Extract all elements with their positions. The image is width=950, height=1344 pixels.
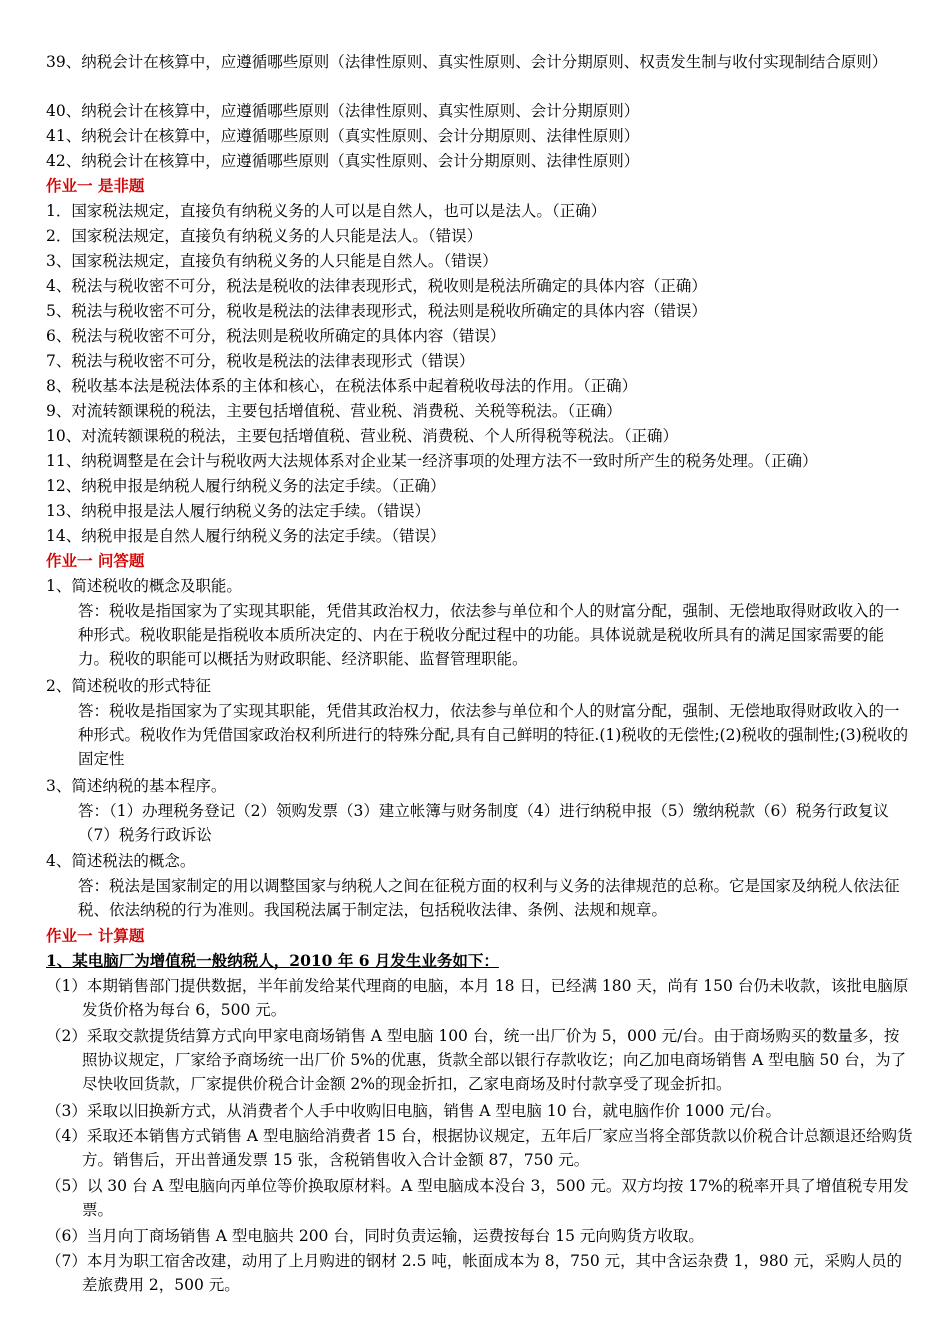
tf-item: 8、税收基本法是税法体系的主体和核心，在税法体系中起着税收母法的作用。（正确） — [46, 377, 638, 395]
tf-item: 1．国家税法规定，直接负有纳税义务的人可以是自然人，也可以是法人。（正确） — [46, 202, 607, 220]
tf-item: 11、纳税调整是在会计与税收两大法规体系对企业某一经济事项的处理方法不一致时所产生的税务处理。（正确） — [46, 452, 818, 470]
section-heading-qa: 作业一 问答题 — [46, 551, 145, 570]
tf-item: 10、对流转额课税的税法，主要包括增值税、营业税、消费税、个人所得税等税法。（正确） — [46, 427, 678, 445]
calculation-title: 1、某电脑厂为增值税一般纳税人，2010 年 6 月发生业务如下： — [46, 951, 499, 970]
tf-item: 5、税法与税收密不可分，税收是税法的法律表现形式，税法则是税收所确定的具体内容（错误） — [46, 302, 707, 320]
qa-question: 1、简述税收的概念及职能。 — [46, 577, 242, 595]
calc-item: （2）采取交款提货结算方式向甲家电商场销售 A 型电脑 100 台，统一出厂价为 5，000 元/台。由于商场购买的数量多，按照协议规定，厂家给予商场统一出厂价 5%的优惠，货款全部以银行存款收讫；向乙加电商场销售 A 型电脑 50 台，为了尽快收回货款，厂家提供价税合计金额 2%的现金折扣，乙家电商场及时付款享受了现金折扣。 — [46, 1027, 907, 1093]
question-42: 42、纳税会计在核算中，应遵循哪些原则（真实性原则、会计分期原则、法律性原则） — [46, 152, 640, 170]
qa-answer: 答：税收是指国家为了实现其职能，凭借其政治权力，依法参与单位和个人的财富分配，强制、无偿地取得财政收入的一种形式。税收作为凭借国家政治权利所进行的特殊分配,具有自己鲜明的特征.(1)税收的无偿性;(2)税收的强制性;(3)税收的固定性 — [78, 702, 909, 768]
question-41: 41、纳税会计在核算中，应遵循哪些原则（真实性原则、会计分期原则、法律性原则） — [46, 127, 640, 145]
calc-item: （5）以 30 台 A 型电脑向丙单位等价换取原材料。A 型电脑成本没台 3，500 元。双方均按 17%的税率开具了增值税专用发票。 — [46, 1177, 909, 1219]
tf-item: 4、税法与税收密不可分，税法是税收的法律表现形式，税收则是税法所确定的具体内容（正确） — [46, 277, 707, 295]
calc-item: （3）采取以旧换新方式，从消费者个人手中收购旧电脑，销售 A 型电脑 10 台，就电脑作价 1000 元/台。 — [46, 1102, 782, 1120]
tf-item: 13、纳税申报是法人履行纳税义务的法定手续。（错误） — [46, 502, 430, 520]
tf-item: 3、国家税法规定，直接负有纳税义务的人只能是自然人。（错误） — [46, 252, 498, 270]
qa-answer: 答：（1）办理税务登记（2）领购发票（3）建立帐簿与财务制度（4）进行纳税申报（5）缴纳税款（6）税务行政复议（7）税务行政诉讼 — [78, 802, 889, 844]
tf-item: 14、纳税申报是自然人履行纳税义务的法定手续。（错误） — [46, 527, 446, 545]
question-39: 39、纳税会计在核算中，应遵循哪些原则（法律性原则、真实性原则、会计分期原则、权责发生制与收付实现制结合原则） — [46, 53, 888, 71]
qa-answer: 答：税收是指国家为了实现其职能，凭借其政治权力，依法参与单位和个人的财富分配，强制、无偿地取得财政收入的一种形式。税收职能是指税收本质所决定的、内在于税收分配过程中的功能。具体说就是税收所具有的满足国家需要的能力。税收的职能可以概括为财政职能、经济职能、监督管理职能。 — [78, 602, 900, 668]
calc-item: （7）本月为职工宿舍改建，动用了上月购进的钢材 2.5 吨，帐面成本为 8，750 元，其中含运杂费 1，980 元，采购人员的差旅费用 2，500 元。 — [46, 1252, 902, 1294]
tf-item: 7、税法与税收密不可分，税收是税法的法律表现形式（错误） — [46, 352, 475, 370]
calc-item: （6）当月向丁商场销售 A 型电脑共 200 台，同时负责运输，运费按每台 15 元向购货方收取。 — [46, 1227, 704, 1245]
tf-item: 12、纳税申报是纳税人履行纳税义务的法定手续。（正确） — [46, 477, 446, 495]
tf-item: 2．国家税法规定，直接负有纳税义务的人只能是法人。（错误） — [46, 227, 483, 245]
question-40: 40、纳税会计在核算中，应遵循哪些原则（法律性原则、真实性原则、会计分期原则） — [46, 102, 640, 120]
section-heading-true-false: 作业一 是非题 — [46, 176, 145, 195]
qa-question: 4、简述税法的概念。 — [46, 852, 196, 870]
calc-item: （4）采取还本销售方式销售 A 型电脑给消费者 15 台，根据协议规定，五年后厂家应当将全部货款以价税合计总额退还给购货方。销售后，开出普通发票 15 张，含税销售收入合计金额 87，750 元。 — [46, 1127, 913, 1169]
tf-item: 9、对流转额课税的税法，主要包括增值税、营业税、消费税、关税等税法。（正确） — [46, 402, 622, 420]
tf-item: 6、税法与税收密不可分，税法则是税收所确定的具体内容（错误） — [46, 327, 506, 345]
qa-question: 2、简述税收的形式特征 — [46, 677, 211, 695]
qa-answer: 答：税法是国家制定的用以调整国家与纳税人之间在征税方面的权利与义务的法律规范的总称。它是国家及纳税人依法征税、依法纳税的行为准则。我国税法属于制定法，包括税收法律、条例、法规和规章。 — [78, 877, 900, 919]
section-heading-calculation: 作业一 计算题 — [46, 926, 145, 945]
qa-question: 3、简述纳税的基本程序。 — [46, 777, 227, 795]
calc-item: （1）本期销售部门提供数据，半年前发给某代理商的电脑，本月 18 日，已经满 180 天，尚有 150 台仍未收款，该批电脑原发货价格为每台 6，500 元。 — [46, 977, 909, 1019]
